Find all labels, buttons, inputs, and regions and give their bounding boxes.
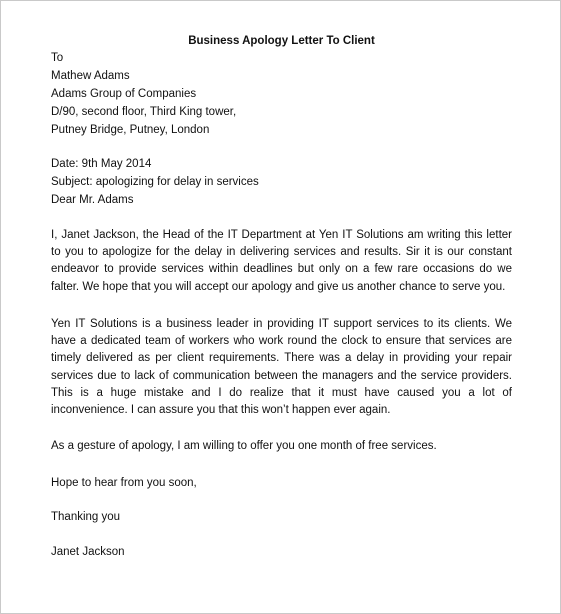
- recipient-name: Mathew Adams: [51, 70, 130, 82]
- letter-salutation: Dear Mr. Adams: [51, 194, 134, 206]
- letter-subject: Subject: apologizing for delay in services: [51, 176, 259, 188]
- recipient-address-line-1: D/90, second floor, Third King tower,: [51, 106, 237, 118]
- body-paragraph-3: As a gesture of apology, I am willing to offer you one month of free services.: [51, 440, 437, 452]
- letter-date: Date: 9th May 2014: [51, 158, 152, 170]
- closing-line: Hope to hear from you soon,: [51, 477, 197, 489]
- body-paragraph-2: Yen IT Solutions is a business leader in providing IT support services to its clients. We have a dedicated team of workers who work round the clock to ensure that services are timely delivered as per client requirements. There was a delay in providing your repair services due to lack of communication between the managers and the service providers. This is a huge mistake and I do realize that it must have caused you a lot of inconvenience. I can assure you that this won’t happen ever again.: [51, 318, 512, 417]
- signature-name: Janet Jackson: [51, 546, 125, 558]
- address-to: To: [51, 52, 64, 64]
- body-paragraph-1: I, Janet Jackson, the Head of the IT Department at Yen IT Solutions am writing this letter to you to apologize for the delay in delivering services and results. Sir it is our constant endeavor to provide services within deadlines but only on a few rare occasions do we falter. We hope that you will accept our apology and give us another chance to serve you.: [51, 229, 512, 293]
- recipient-company: Adams Group of Companies: [51, 88, 197, 100]
- recipient-address-line-2: Putney Bridge, Putney, London: [51, 124, 210, 136]
- letter-title: Business Apology Letter To Client: [188, 35, 375, 47]
- thanking-line: Thanking you: [51, 511, 121, 523]
